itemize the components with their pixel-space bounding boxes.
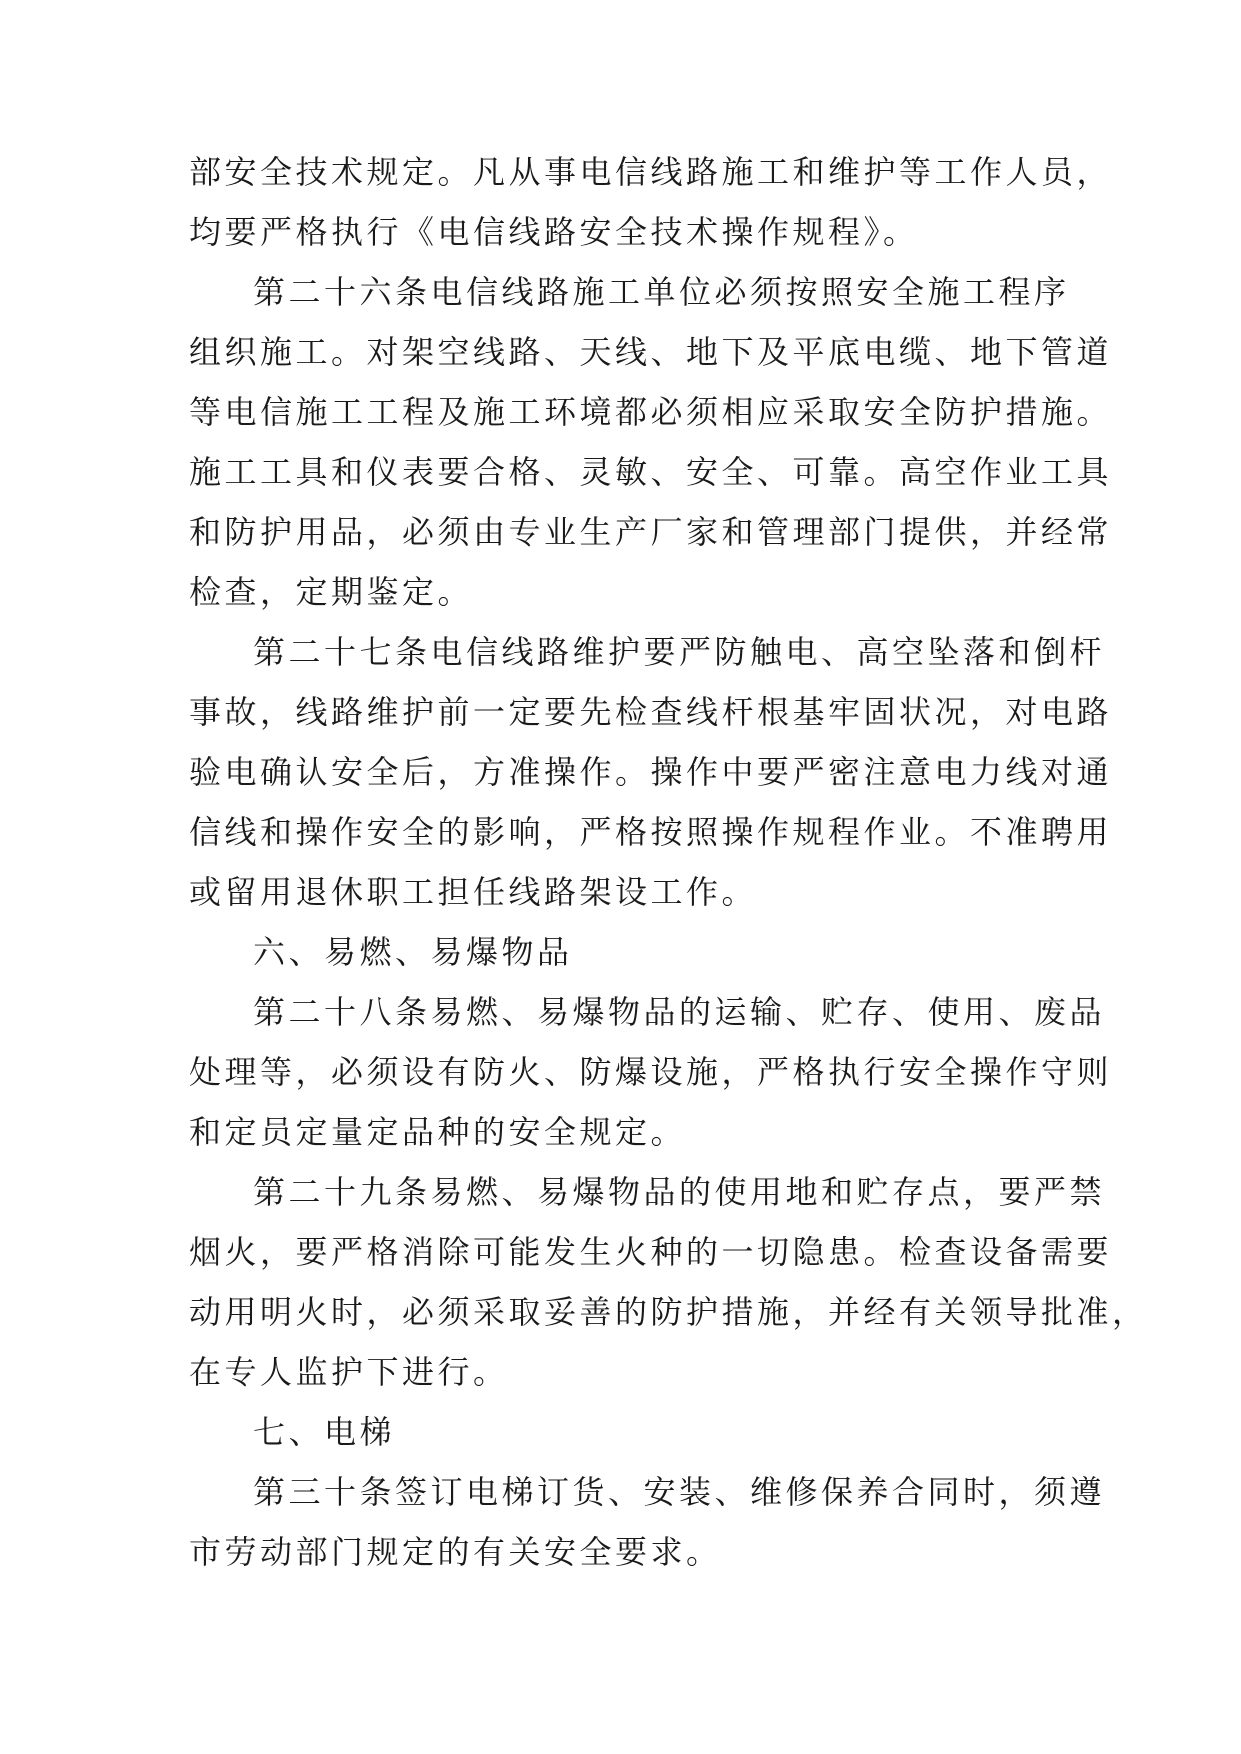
paragraph-line: 或留用退休职工担任线路架设工作。 xyxy=(189,873,758,911)
document-body xyxy=(189,142,1148,1582)
paragraph-line: 验电确认安全后，方准操作。操作中要严密注意电力线对通 xyxy=(189,753,1113,791)
paragraph-line: 组织施工。对架空线路、天线、地下及平底电缆、地下管道 xyxy=(189,333,1113,371)
paragraph-line: 处理等，必须设有防火、防爆设施，严格执行安全操作守则 xyxy=(189,1053,1113,1091)
paragraph-line: 等电信施工工程及施工环境都必须相应采取安全防护措施。 xyxy=(189,393,1113,431)
paragraph-line: 部安全技术规定。凡从事电信线路施工和维护等工作人员， xyxy=(189,153,1113,191)
section-heading: 七、电梯 xyxy=(253,1413,396,1451)
paragraph-line: 和防护用品，必须由专业生产厂家和管理部门提供，并经常 xyxy=(189,513,1113,551)
paragraph-line: 施工工具和仪表要合格、灵敏、安全、可靠。高空作业工具 xyxy=(189,453,1113,491)
paragraph-line: 事故，线路维护前一定要先检查线杆根基牢固状况，对电路 xyxy=(189,693,1113,731)
paragraph-line: 第二十七条电信线路维护要严防触电、高空坠落和倒杆 xyxy=(253,633,1106,671)
paragraph-line: 均要严格执行《电信线路安全技术操作规程》。 xyxy=(189,213,919,251)
paragraph-line: 检查，定期鉴定。 xyxy=(189,573,474,611)
paragraph-line: 动用明火时，必须采取妥善的防护措施，并经有关领导批准， xyxy=(189,1293,1148,1331)
paragraph-line: 市劳动部门规定的有关安全要求。 xyxy=(189,1533,722,1571)
paragraph-line: 在专人监护下进行。 xyxy=(189,1353,509,1391)
paragraph-line: 烟火，要严格消除可能发生火种的一切隐患。检查设备需要 xyxy=(189,1233,1113,1271)
section-heading: 六、易燃、易爆物品 xyxy=(253,933,573,971)
paragraph-line: 和定员定量定品种的安全规定。 xyxy=(189,1113,687,1151)
paragraph-line: 第二十八条易燃、易爆物品的运输、贮存、使用、废品 xyxy=(253,993,1106,1031)
paragraph-line: 第二十九条易燃、易爆物品的使用地和贮存点，要严禁 xyxy=(253,1173,1106,1211)
paragraph-line: 信线和操作安全的影响，严格按照操作规程作业。不准聘用 xyxy=(189,813,1113,851)
paragraph-line: 第二十六条电信线路施工单位必须按照安全施工程序 xyxy=(253,273,1070,311)
paragraph-line: 第三十条签订电梯订货、安装、维修保养合同时，须遵 xyxy=(253,1473,1106,1511)
